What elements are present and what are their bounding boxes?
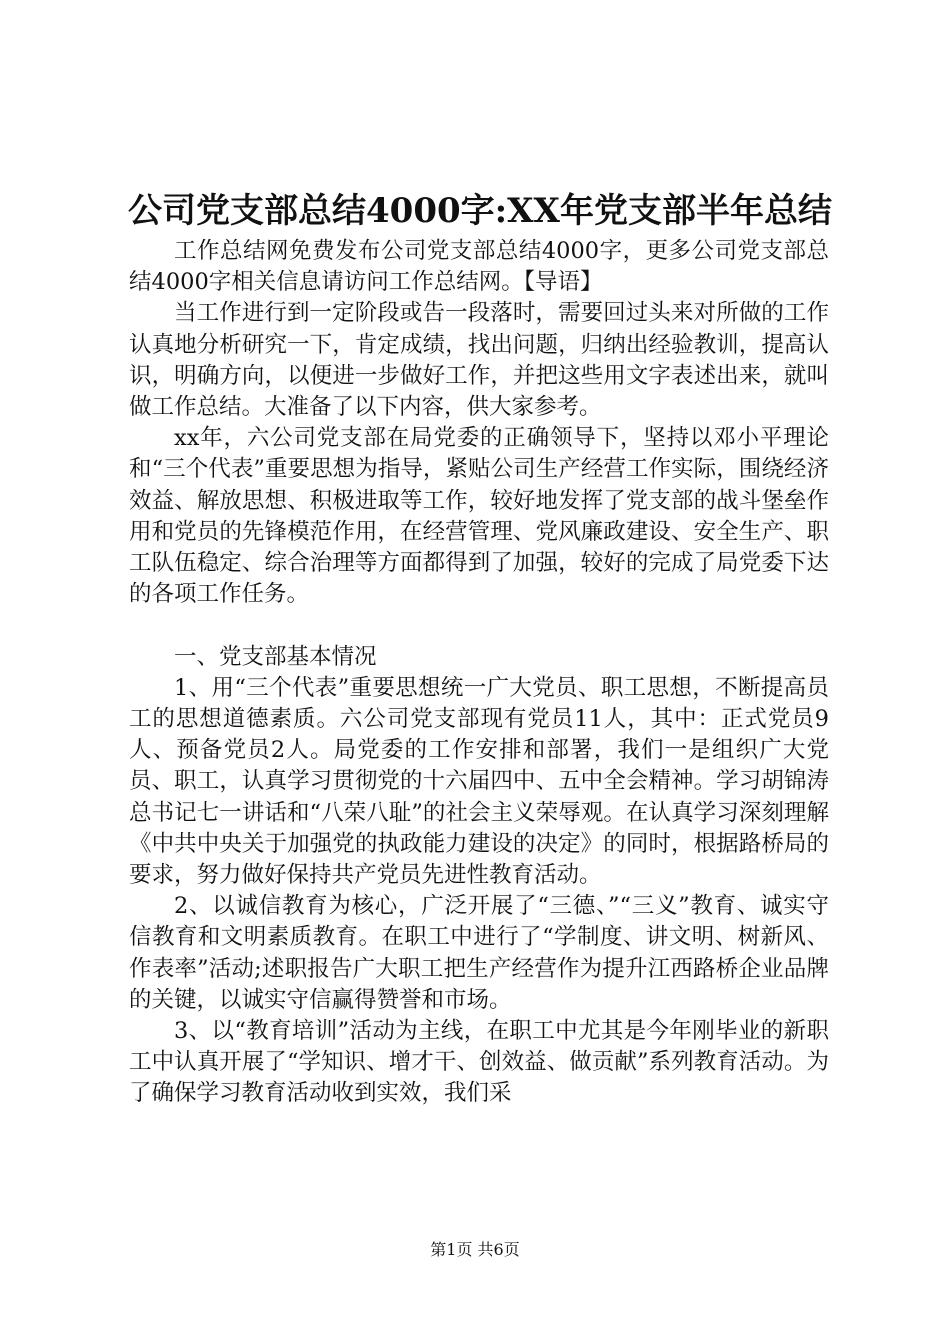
section-heading: 一、党支部基本情况 <box>174 643 377 670</box>
document-title: 公司党支部总结4000字:XX年党支部半年总结 <box>128 191 832 231</box>
paragraph-item-2: 2、以诚信教育为核心，广泛开展了“三德、”“三义”教育、诚实守信教育和文明素质教育。在职工中进行了“学制度、讲文明、树新风、作表率”活动;述职报告广大职工把生产经营作为提升江西路桥企业品牌的关键，以诚实守信赢得赞誉和市场。 <box>129 893 829 1013</box>
paragraph-overview: xx年，六公司党支部在局党委的正确领导下，坚持以邓小平理论和“三个代表”重要思想为指导，紧贴公司生产经营工作实际，围绕经济效益、解放思想、积极进取等工作，较好地发挥了党支部的战斗堡垒作用和党员的先锋模范作用，在经营管理、党风廉政建设、安全生产、职工队伍稳定、综合治理等方面都得到了加强，较好的完成了局党委下达的各项工作任务。 <box>129 425 829 608</box>
paragraph-intro: 工作总结网免费发布公司党支部总结4000字，更多公司党支部总结4000字相关信息请访问工作总结网。【导语】 <box>129 238 829 296</box>
document-body <box>129 236 829 1110</box>
paragraph-item-1: 1、用“三个代表”重要思想统一广大党员、职工思想，不断提高员工的思想道德素质。六公司党支部现有党员11人，其中：正式党员9人、预备党员2人。局党委的工作安排和部署，我们一是组织广大党员、职工，认真学习贯彻党的十六届四中、五中全会精神。学习胡锦涛总书记七一讲话和“八荣八耻”的社会主义荣辱观。在认真学习深刻理解《中共中央关于加强党的执政能力建设的决定》的同时，根据路桥局的要求，努力做好保持共产党员先进性教育活动。 <box>129 674 829 889</box>
paragraph-item-3: 3、以“教育培训”活动为主线，在职工中尤其是今年刚毕业的新职工中认真开展了“学知识、增才干、创效益、做贡献”系列教育活动。为了确保学习教育活动收到实效，我们采 <box>129 1018 829 1107</box>
paragraph-preface: 当工作进行到一定阶段或告一段落时，需要回过头来对所做的工作认真地分析研究一下，肯定成绩，找出问题，归纳出经验教训，提高认识，明确方向，以便进一步做好工作，并把这些用文字表述出来，就叫做工作总结。大准备了以下内容，供大家参考。 <box>129 300 829 421</box>
page-number-footer: 第1页 共6页 <box>430 1240 520 1259</box>
